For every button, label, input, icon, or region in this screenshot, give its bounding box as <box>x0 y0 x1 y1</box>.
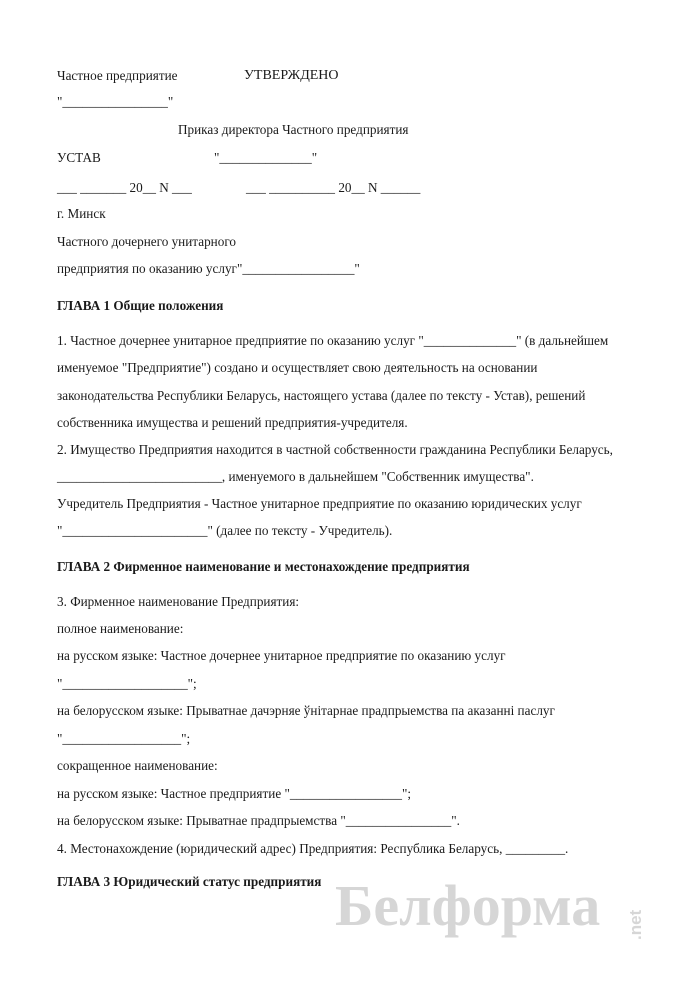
chapter-1-title: ГЛАВА 1 Общие положения <box>57 298 224 313</box>
chapter-2-line: 4. Местонахождение (юридический адрес) Предприятия: Республика Беларусь, _________. <box>57 841 569 856</box>
chapter-2-line: на белорусском языке: Прыватнае прадпрыемства "________________". <box>57 813 460 828</box>
chapter-2-line: сокращенное наименование: <box>57 758 218 773</box>
org-label: Частное предприятие <box>57 68 178 83</box>
order-name-blank: "______________" <box>214 150 318 165</box>
chapter-1-line: именуемое "Предприятие") создано и осуществляет свою деятельность на основании <box>57 360 538 375</box>
chapter-1-line: _________________________, именуемого в дальнейшем "Собственник имущества". <box>57 469 534 484</box>
chapter-1-line: 1. Частное дочернее унитарное предприятие по оказанию услуг "______________" (в дальнейшем <box>57 333 609 348</box>
chapter-2-line: полное наименование: <box>57 621 184 636</box>
entity-line-2: предприятия по оказанию услуг"_________________" <box>57 261 360 276</box>
org-name-blank: "________________" <box>57 94 174 109</box>
chapter-2-line: "__________________"; <box>57 731 191 746</box>
chapter-2-line: на русском языке: Частное предприятие "_________________"; <box>57 786 411 801</box>
chapter-1-line: законодательства Республики Беларусь, настоящего устава (далее по тексту - Устав), решений <box>57 388 586 403</box>
chapter-3-title: ГЛАВА 3 Юридический статус предприятия <box>57 874 322 889</box>
chapter-2-line: на белорусском языке: Прыватнае дачэрняе ўнітарнае прадпрыемства па аказанні паслуг <box>57 703 555 718</box>
chapter-2-title: ГЛАВА 2 Фирменное наименование и местонахождение предприятия <box>57 559 470 574</box>
order-line: Приказ директора Частного предприятия <box>178 122 409 137</box>
chapter-2-line: 3. Фирменное наименование Предприятия: <box>57 594 300 609</box>
charter-label: УСТАВ <box>57 150 101 165</box>
chapter-1-line: собственника имущества и решений предприятия-учредителя. <box>57 415 408 430</box>
date-right: ___ __________ 20__ N ______ <box>246 180 421 195</box>
date-left: ___ _______ 20__ N ___ <box>57 180 192 195</box>
watermark-logo: Белформа <box>335 873 601 938</box>
chapter-2-line: на русском языке: Частное дочернее унитарное предприятие по оказанию услуг <box>57 648 506 663</box>
watermark-suffix: .net <box>626 909 645 940</box>
chapter-1-line: Учредитель Предприятия - Частное унитарное предприятие по оказанию юридических услуг <box>57 496 582 511</box>
chapter-2-line: "___________________"; <box>57 676 197 691</box>
entity-line-1: Частного дочернего унитарного <box>57 234 236 249</box>
chapter-1-line: 2. Имущество Предприятия находится в частной собственности гражданина Республики Беларусь, <box>57 442 613 457</box>
chapter-1-line: "______________________" (далее по тексту - Учредитель). <box>57 523 393 538</box>
city: г. Минск <box>57 206 106 221</box>
approved-label: УТВЕРЖДЕНО <box>244 68 339 83</box>
